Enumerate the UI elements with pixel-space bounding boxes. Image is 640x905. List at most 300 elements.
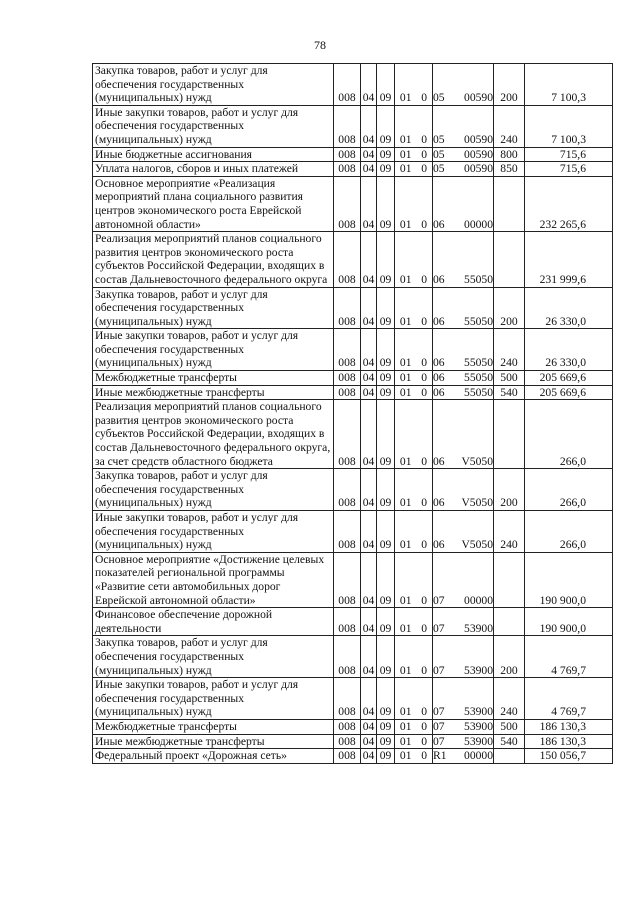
section-code: 04 — [361, 64, 377, 106]
expense-type-code — [494, 749, 525, 764]
row-name: Уплата налогов, сборов и иных платежей — [93, 162, 334, 177]
program-code — [395, 469, 433, 511]
subsection-code: 09 — [377, 176, 395, 231]
program-code-part: 0 — [421, 496, 428, 510]
amount-value: 186 130,3 — [525, 719, 613, 734]
program-code-parts — [395, 594, 432, 608]
event-code — [433, 287, 494, 329]
program-code — [395, 608, 433, 636]
event-code-parts — [433, 664, 493, 678]
section-code: 04 — [361, 636, 377, 678]
row-name: Иные закупки товаров, работ и услуг для обеспечения государственных (муниципальных) нужд — [93, 678, 334, 720]
program-code-part: 01 — [399, 356, 412, 370]
row-name: Иные межбюджетные трансферты — [93, 734, 334, 749]
subsection-code: 09 — [377, 608, 395, 636]
event-code-part: 55050 — [464, 371, 493, 385]
event-code-parts — [433, 538, 493, 552]
subsection-code: 09 — [377, 511, 395, 553]
row-name: Реализация мероприятий планов социального развития центров экономического роста субъектов Российской Федерации, входящих в состав Дальневосточного федерального округа — [93, 232, 334, 287]
section-code: 04 — [361, 105, 377, 147]
event-code-part: 05 — [433, 162, 445, 176]
amount-value: 231 999,6 — [525, 232, 613, 287]
expense-type-code — [494, 608, 525, 636]
subsection-code: 09 — [377, 469, 395, 511]
program-code-part: 01 — [399, 371, 412, 385]
program-code-part: 0 — [421, 385, 428, 399]
expense-type-code: 200 — [494, 64, 525, 106]
program-code-part: 0 — [421, 734, 428, 748]
program-code-parts — [395, 148, 432, 162]
event-code — [433, 64, 494, 106]
table-row — [93, 552, 613, 607]
row-name: Иные межбюджетные трансферты — [93, 385, 334, 400]
program-code — [395, 329, 433, 371]
program-code-part: 01 — [399, 749, 412, 763]
admin-code: 008 — [334, 385, 361, 400]
row-name: Иные закупки товаров, работ и услуг для обеспечения государственных (муниципальных) нужд — [93, 329, 334, 371]
program-code-part: 01 — [399, 705, 412, 719]
table-row — [93, 371, 613, 386]
program-code-parts — [395, 455, 432, 469]
program-code — [395, 678, 433, 720]
event-code — [433, 147, 494, 162]
program-code-parts — [395, 749, 432, 763]
program-code-part: 01 — [399, 496, 412, 510]
row-name: Основное мероприятие «Достижение целевых показателей региональной программы «Развитие сети автомобильных дорог Еврейской автономной области» — [93, 552, 334, 607]
subsection-code: 09 — [377, 749, 395, 764]
amount-value: 4 769,7 — [525, 636, 613, 678]
row-name: Иные закупки товаров, работ и услуг для обеспечения государственных (муниципальных) нужд — [93, 511, 334, 553]
event-code — [433, 162, 494, 177]
event-code — [433, 105, 494, 147]
amount-value: 266,0 — [525, 511, 613, 553]
event-code — [433, 329, 494, 371]
event-code-parts — [433, 148, 493, 162]
expense-type-code: 540 — [494, 385, 525, 400]
event-code-part: 06 — [433, 385, 445, 399]
table-row — [93, 636, 613, 678]
program-code-parts — [395, 622, 432, 636]
event-code — [433, 385, 494, 400]
program-code-part: 0 — [421, 705, 428, 719]
row-name: Межбюджетные трансферты — [93, 719, 334, 734]
table-row — [93, 176, 613, 231]
program-code-part: 01 — [399, 593, 412, 607]
admin-code: 008 — [334, 329, 361, 371]
subsection-code: 09 — [377, 147, 395, 162]
event-code-parts — [433, 162, 493, 176]
table-row — [93, 678, 613, 720]
amount-value: 190 900,0 — [525, 552, 613, 607]
expense-type-code: 240 — [494, 105, 525, 147]
event-code-part: 55050 — [464, 356, 493, 370]
admin-code: 008 — [334, 734, 361, 749]
program-code-parts — [395, 315, 432, 329]
admin-code: 008 — [334, 400, 361, 469]
event-code-part: 06 — [433, 538, 445, 552]
subsection-code: 09 — [377, 636, 395, 678]
program-code-part: 01 — [399, 454, 412, 468]
event-code-part: V5050 — [461, 538, 493, 552]
program-code-parts — [395, 705, 432, 719]
program-code — [395, 749, 433, 764]
amount-value: 7 100,3 — [525, 64, 613, 106]
table-body — [93, 64, 613, 764]
section-code: 04 — [361, 162, 377, 177]
event-code-part: 53900 — [464, 719, 493, 733]
event-code-part: 55050 — [464, 314, 493, 328]
amount-value: 232 265,6 — [525, 176, 613, 231]
table-row — [93, 147, 613, 162]
admin-code: 008 — [334, 719, 361, 734]
program-code-part: 0 — [421, 663, 428, 677]
event-code — [433, 734, 494, 749]
event-code-part: 07 — [433, 705, 445, 719]
event-code-parts — [433, 133, 493, 147]
admin-code: 008 — [334, 64, 361, 106]
admin-code: 008 — [334, 552, 361, 607]
event-code-part: 00590 — [464, 132, 493, 146]
amount-value: 7 100,3 — [525, 105, 613, 147]
admin-code: 008 — [334, 105, 361, 147]
event-code-part: 00000 — [464, 593, 493, 607]
program-code — [395, 162, 433, 177]
program-code — [395, 176, 433, 231]
amount-value: 4 769,7 — [525, 678, 613, 720]
program-code-parts — [395, 133, 432, 147]
row-name: Закупка товаров, работ и услуг для обеспечения государственных (муниципальных) нужд — [93, 64, 334, 106]
section-code: 04 — [361, 176, 377, 231]
event-code-parts — [433, 720, 493, 734]
program-code-part: 0 — [421, 356, 428, 370]
subsection-code: 09 — [377, 400, 395, 469]
admin-code: 008 — [334, 749, 361, 764]
table-row — [93, 734, 613, 749]
table-row — [93, 287, 613, 329]
amount-value: 715,6 — [525, 147, 613, 162]
program-code-part: 0 — [421, 314, 428, 328]
event-code-part: 00000 — [464, 749, 493, 763]
row-name: Иные закупки товаров, работ и услуг для обеспечения государственных (муниципальных) нужд — [93, 105, 334, 147]
program-code-part: 01 — [399, 91, 412, 105]
event-code-part: 55050 — [464, 385, 493, 399]
section-code: 04 — [361, 385, 377, 400]
amount-value: 205 669,6 — [525, 371, 613, 386]
admin-code: 008 — [334, 232, 361, 287]
table-row — [93, 162, 613, 177]
program-code-parts — [395, 720, 432, 734]
program-code-part: 01 — [399, 147, 412, 161]
program-code-part: 01 — [399, 132, 412, 146]
event-code-part: 53900 — [464, 621, 493, 635]
event-code-parts — [433, 371, 493, 385]
event-code-part: 00000 — [464, 217, 493, 231]
event-code — [433, 636, 494, 678]
event-code-parts — [433, 315, 493, 329]
event-code — [433, 400, 494, 469]
table-row — [93, 608, 613, 636]
event-code — [433, 176, 494, 231]
program-code — [395, 552, 433, 607]
table-row — [93, 400, 613, 469]
event-code-part: 53900 — [464, 705, 493, 719]
program-code-part: 01 — [399, 272, 412, 286]
table-row — [93, 749, 613, 764]
admin-code: 008 — [334, 287, 361, 329]
subsection-code: 09 — [377, 329, 395, 371]
expense-type-code: 500 — [494, 719, 525, 734]
event-code-part: 06 — [433, 314, 445, 328]
table-row — [93, 511, 613, 553]
subsection-code: 09 — [377, 678, 395, 720]
amount-value: 715,6 — [525, 162, 613, 177]
section-code: 04 — [361, 469, 377, 511]
event-code-part: 05 — [433, 91, 445, 105]
program-code-part: 0 — [421, 371, 428, 385]
admin-code: 008 — [334, 162, 361, 177]
event-code-part: 05 — [433, 132, 445, 146]
event-code-parts — [433, 705, 493, 719]
program-code-part: 01 — [399, 385, 412, 399]
event-code-part: 06 — [433, 272, 445, 286]
program-code-part: 01 — [399, 663, 412, 677]
row-name: Закупка товаров, работ и услуг для обеспечения государственных (муниципальных) нужд — [93, 287, 334, 329]
program-code-part: 0 — [421, 749, 428, 763]
program-code-part: 0 — [421, 593, 428, 607]
amount-value: 26 330,0 — [525, 329, 613, 371]
event-code-parts — [433, 386, 493, 400]
subsection-code: 09 — [377, 371, 395, 386]
program-code — [395, 147, 433, 162]
event-code-parts — [433, 356, 493, 370]
section-code: 04 — [361, 734, 377, 749]
event-code-part: 06 — [433, 454, 445, 468]
amount-value: 26 330,0 — [525, 287, 613, 329]
expense-type-code — [494, 552, 525, 607]
subsection-code: 09 — [377, 64, 395, 106]
expense-type-code: 800 — [494, 147, 525, 162]
table-row — [93, 469, 613, 511]
admin-code: 008 — [334, 608, 361, 636]
program-code — [395, 371, 433, 386]
program-code — [395, 719, 433, 734]
program-code-part: 01 — [399, 217, 412, 231]
program-code-parts — [395, 91, 432, 105]
program-code-parts — [395, 496, 432, 510]
program-code-part: 0 — [421, 162, 428, 176]
program-code-part: 0 — [421, 217, 428, 231]
program-code-part: 0 — [421, 454, 428, 468]
amount-value: 205 669,6 — [525, 385, 613, 400]
section-code: 04 — [361, 329, 377, 371]
event-code-parts — [433, 749, 493, 763]
event-code-part: 07 — [433, 621, 445, 635]
event-code — [433, 749, 494, 764]
row-name: Реализация мероприятий планов социального развития центров экономического роста субъектов Российской Федерации, входящих в состав Дальневосточного федерального округа, за счет средств областного бюджета — [93, 400, 334, 469]
expense-type-code: 850 — [494, 162, 525, 177]
program-code-part: 01 — [399, 621, 412, 635]
event-code-part: 07 — [433, 719, 445, 733]
subsection-code: 09 — [377, 232, 395, 287]
expense-type-code: 200 — [494, 636, 525, 678]
program-code-parts — [395, 218, 432, 232]
event-code — [433, 719, 494, 734]
event-code-part: 05 — [433, 147, 445, 161]
section-code: 04 — [361, 608, 377, 636]
program-code-part: 0 — [421, 272, 428, 286]
event-code — [433, 511, 494, 553]
program-code-parts — [395, 538, 432, 552]
page-number: 78 — [314, 38, 326, 52]
section-code: 04 — [361, 552, 377, 607]
expense-type-code: 540 — [494, 734, 525, 749]
event-code-part: 53900 — [464, 663, 493, 677]
program-code-parts — [395, 162, 432, 176]
program-code — [395, 232, 433, 287]
expense-type-code — [494, 400, 525, 469]
subsection-code: 09 — [377, 734, 395, 749]
section-code: 04 — [361, 400, 377, 469]
program-code-part: 01 — [399, 314, 412, 328]
event-code-parts — [433, 594, 493, 608]
program-code-part: 01 — [399, 162, 412, 176]
section-code: 04 — [361, 371, 377, 386]
row-name: Финансовое обеспечение дорожной деятельности — [93, 608, 334, 636]
table-row — [93, 64, 613, 106]
event-code — [433, 232, 494, 287]
row-name: Закупка товаров, работ и услуг для обеспечения государственных (муниципальных) нужд — [93, 636, 334, 678]
section-code: 04 — [361, 232, 377, 287]
expense-type-code — [494, 176, 525, 231]
row-name: Межбюджетные трансферты — [93, 371, 334, 386]
table-row — [93, 105, 613, 147]
event-code-part: 00590 — [464, 91, 493, 105]
admin-code: 008 — [334, 511, 361, 553]
expense-type-code: 200 — [494, 469, 525, 511]
program-code-parts — [395, 386, 432, 400]
program-code-part: 0 — [421, 621, 428, 635]
program-code-parts — [395, 356, 432, 370]
program-code-part: 01 — [399, 719, 412, 733]
event-code-part: R1 — [433, 749, 447, 763]
program-code-parts — [395, 735, 432, 749]
admin-code: 008 — [334, 176, 361, 231]
event-code — [433, 552, 494, 607]
table-row — [93, 232, 613, 287]
admin-code: 008 — [334, 678, 361, 720]
program-code-parts — [395, 371, 432, 385]
expense-type-code: 240 — [494, 329, 525, 371]
program-code-part: 01 — [399, 734, 412, 748]
section-code: 04 — [361, 511, 377, 553]
section-code: 04 — [361, 719, 377, 734]
program-code — [395, 385, 433, 400]
program-code-part: 0 — [421, 147, 428, 161]
admin-code: 008 — [334, 469, 361, 511]
subsection-code: 09 — [377, 552, 395, 607]
program-code-part: 0 — [421, 132, 428, 146]
subsection-code: 09 — [377, 287, 395, 329]
subsection-code: 09 — [377, 719, 395, 734]
expense-type-code: 500 — [494, 371, 525, 386]
section-code: 04 — [361, 287, 377, 329]
expense-type-code: 240 — [494, 678, 525, 720]
subsection-code: 09 — [377, 385, 395, 400]
event-code — [433, 371, 494, 386]
row-name: Закупка товаров, работ и услуг для обеспечения государственных (муниципальных) нужд — [93, 469, 334, 511]
program-code-part: 01 — [399, 538, 412, 552]
event-code-part: 06 — [433, 371, 445, 385]
admin-code: 008 — [334, 147, 361, 162]
table-row — [93, 385, 613, 400]
program-code-parts — [395, 664, 432, 678]
event-code-part: V5050 — [461, 496, 493, 510]
event-code-part: 55050 — [464, 272, 493, 286]
section-code: 04 — [361, 147, 377, 162]
table-row — [93, 329, 613, 371]
event-code — [433, 469, 494, 511]
program-code-parts — [395, 273, 432, 287]
event-code-part: 00590 — [464, 147, 493, 161]
event-code-parts — [433, 218, 493, 232]
admin-code: 008 — [334, 371, 361, 386]
event-code-parts — [433, 496, 493, 510]
section-code: 04 — [361, 678, 377, 720]
program-code — [395, 511, 433, 553]
row-name: Иные бюджетные ассигнования — [93, 147, 334, 162]
row-name: Федеральный проект «Дорожная сеть» — [93, 749, 334, 764]
program-code-part: 0 — [421, 538, 428, 552]
program-code — [395, 400, 433, 469]
table-row — [93, 719, 613, 734]
expense-type-code — [494, 232, 525, 287]
budget-table — [92, 63, 613, 764]
row-name: Основное мероприятие «Реализация мероприятий плана социального развития центров экономического роста Еврейской автономной области» — [93, 176, 334, 231]
event-code-parts — [433, 455, 493, 469]
amount-value: 150 056,7 — [525, 749, 613, 764]
event-code-part: 07 — [433, 663, 445, 677]
amount-value: 266,0 — [525, 400, 613, 469]
section-code: 04 — [361, 749, 377, 764]
event-code-part: 07 — [433, 734, 445, 748]
event-code-part: 07 — [433, 593, 445, 607]
program-code — [395, 636, 433, 678]
event-code — [433, 608, 494, 636]
event-code-parts — [433, 91, 493, 105]
program-code-part: 0 — [421, 91, 428, 105]
event-code-parts — [433, 622, 493, 636]
event-code-part: 06 — [433, 496, 445, 510]
event-code-part: V5050 — [461, 454, 493, 468]
event-code-parts — [433, 273, 493, 287]
expense-type-code: 200 — [494, 287, 525, 329]
event-code-part: 06 — [433, 217, 445, 231]
event-code-part: 06 — [433, 356, 445, 370]
expense-type-code: 240 — [494, 511, 525, 553]
program-code — [395, 105, 433, 147]
subsection-code: 09 — [377, 162, 395, 177]
event-code-parts — [433, 735, 493, 749]
subsection-code: 09 — [377, 105, 395, 147]
program-code — [395, 64, 433, 106]
program-code — [395, 287, 433, 329]
program-code — [395, 734, 433, 749]
program-code-part: 0 — [421, 719, 428, 733]
amount-value: 190 900,0 — [525, 608, 613, 636]
amount-value: 266,0 — [525, 469, 613, 511]
admin-code: 008 — [334, 636, 361, 678]
event-code-part: 00590 — [464, 162, 493, 176]
